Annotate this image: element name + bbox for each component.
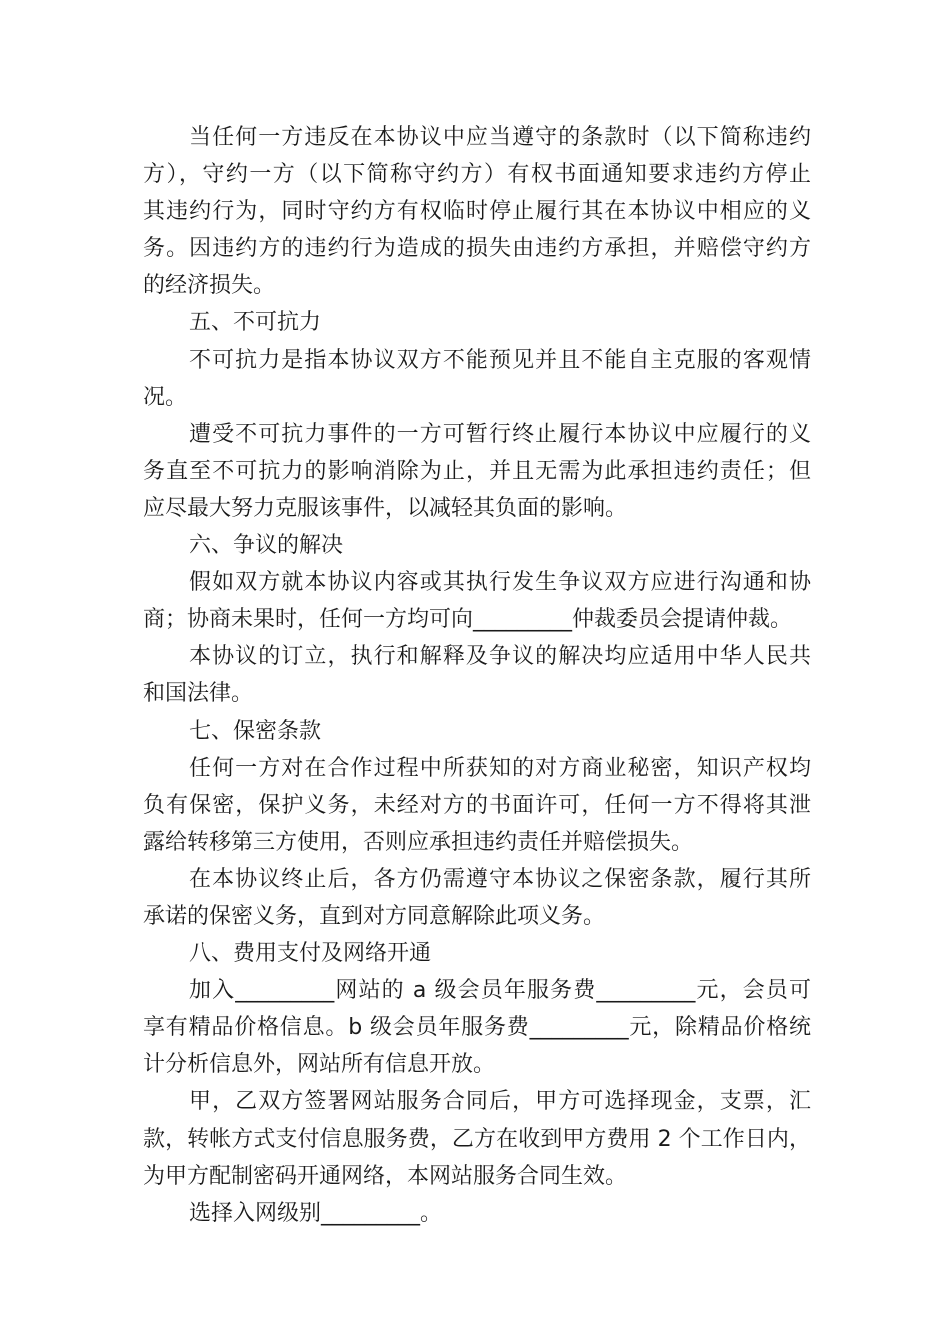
text-line: 其违约行为，同时守约方有权临时停止履行其在本协议中相应的义 <box>143 199 811 225</box>
text-line: 遭受不可抗力事件的一方可暂行终止履行本协议中应履行的义 <box>189 421 811 447</box>
text-line: 七、保密条款 <box>189 718 322 744</box>
text-line: 六、争议的解决 <box>189 533 344 559</box>
text-line: 当任何一方违反在本协议中应当遵守的条款时（以下简称违约 <box>189 125 811 150</box>
text-line: 和国法律。 <box>143 681 254 707</box>
text-line: 负有保密，保护义务，未经对方的书面许可，任何一方不得将其泄 <box>143 792 811 818</box>
text-line: 款，转帐方式支付信息服务费，乙方在收到甲方费用 2 个工作日内， <box>143 1126 811 1152</box>
text-line: 甲，乙双方签署网站服务合同后，甲方可选择现金，支票，汇 <box>189 1089 811 1115</box>
text-line: 况。 <box>143 384 188 410</box>
text-line: 露给转移第三方使用，否则应承担违约责任并赔偿损失。 <box>143 829 694 855</box>
text-line: 的经济损失。 <box>143 273 276 299</box>
text-line: 务。因违约方的违约行为造成的损失由违约方承担，并赔偿守约方 <box>143 236 811 262</box>
text-line: 为甲方配制密码开通网络，本网站服务合同生效。 <box>143 1163 628 1189</box>
text-line: 承诺的保密义务，直到对方同意解除此项义务。 <box>143 903 606 929</box>
text-line: 五、不可抗力 <box>189 310 322 336</box>
text-line: 不可抗力是指本协议双方不能预见并且不能自主克服的客观情 <box>189 347 811 373</box>
text-line: 假如双方就本协议内容或其执行发生争议双方应进行沟通和协 <box>189 570 811 596</box>
text-line: 本协议的订立，执行和解释及争议的解决均应适用中华人民共 <box>189 644 811 670</box>
text-line: 八、费用支付及网络开通 <box>189 941 432 967</box>
text-line: 计分析信息外，网站所有信息开放。 <box>143 1052 496 1078</box>
text-line: 享有精品价格信息。b 级会员年服务费_________元，除精品价格统 <box>143 1015 811 1041</box>
text-line: 应尽最大努力克服该事件，以减轻其负面的影响。 <box>143 495 628 521</box>
text-line: 在本协议终止后，各方仍需遵守本协议之保密条款，履行其所 <box>189 866 811 892</box>
text-line: 加入_________网站的 a 级会员年服务费_________元，会员可 <box>189 978 811 1004</box>
text-line: 商；协商未果时，任何一方均可向_________仲裁委员会提请仲裁。 <box>143 607 793 633</box>
text-line: 任何一方对在合作过程中所获知的对方商业秘密，知识产权均 <box>189 755 811 781</box>
text-line: 选择入网级别_________。 <box>189 1200 443 1226</box>
text-line: 方），守约一方（以下简称守约方）有权书面通知要求违约方停止 <box>143 162 811 188</box>
text-line: 务直至不可抗力的影响消除为止，并且无需为此承担违约责任；但 <box>143 458 811 484</box>
document-body <box>143 119 811 1232</box>
